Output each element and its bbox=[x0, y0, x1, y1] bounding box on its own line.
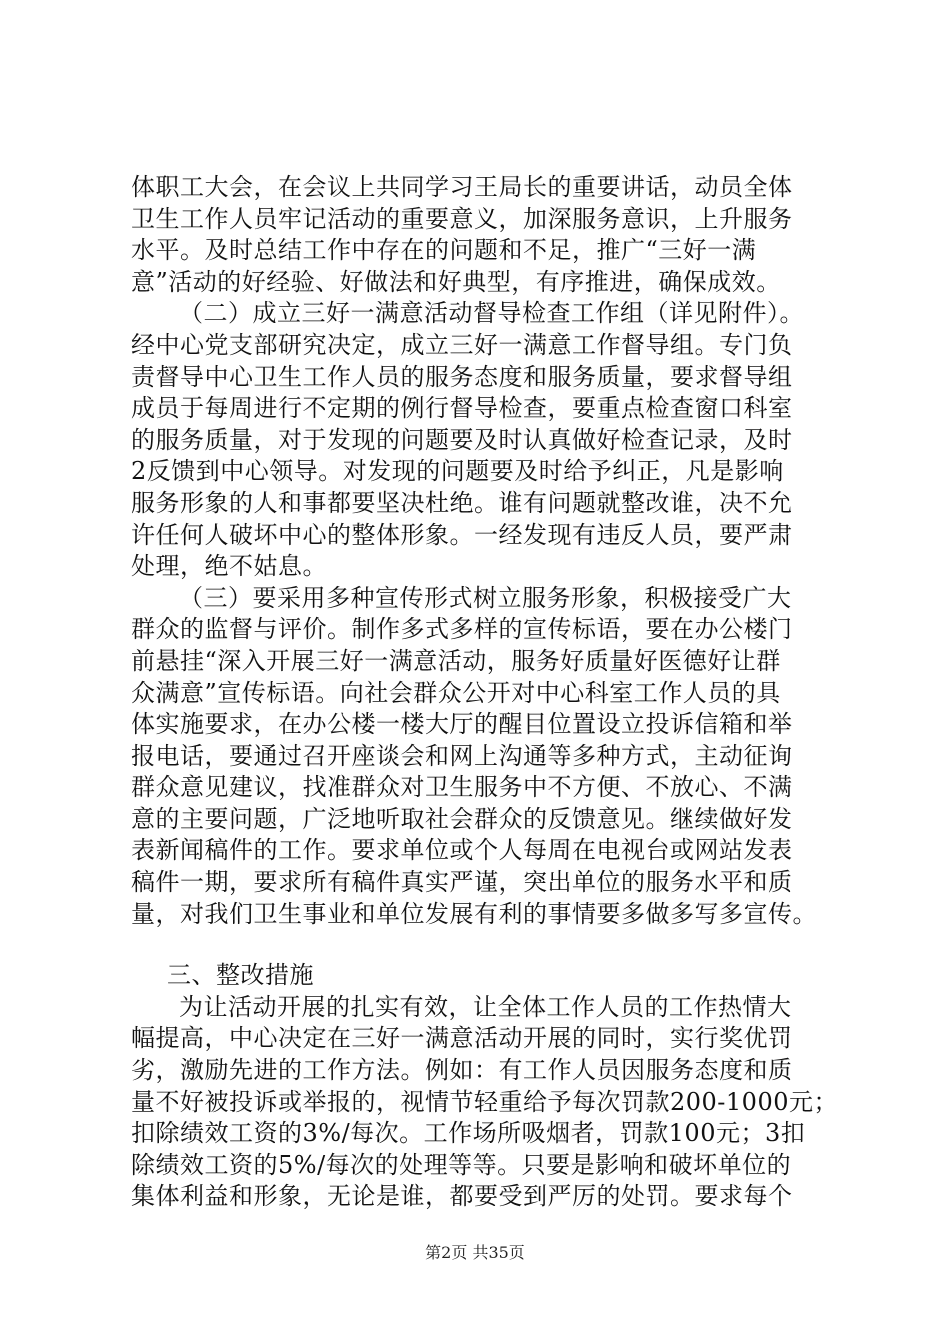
paragraph-line: 集体利益和形象，无论是谁，都要受到严厉的处罚。要求每个 bbox=[131, 1182, 793, 1211]
document-body bbox=[131, 172, 851, 1213]
paragraph-line: 众满意”宣传标语。向社会群众公开对中心科室工作人员的具 bbox=[131, 678, 781, 707]
paragraph-line: 卫生工作人员牢记活动的重要意义，加深服务意识，上升服务 bbox=[131, 204, 793, 233]
paragraph-line: 的服务质量，对于发现的问题要及时认真做好检查记录，及时 bbox=[131, 425, 793, 454]
section-heading-line: （三）要采用多种宣传形式树立服务形象，积极接受广大 bbox=[179, 583, 792, 612]
section-heading-line: （二）成立三好一满意活动督导检查工作组（详见附件）。 bbox=[179, 299, 804, 328]
paragraph-line: 扣除绩效工资的3%/每次。工作场所吸烟者，罚款100元；3扣 bbox=[131, 1119, 806, 1148]
paragraph-line: 成员于每周进行不定期的例行督导检查，要重点检查窗口科室 bbox=[131, 394, 793, 423]
paragraph-line: 表新闻稿件的工作。要求单位或个人每周在电视台或网站发表 bbox=[131, 836, 793, 865]
paragraph-line: 除绩效工资的5%/每次的处理等等。只要是影响和破坏单位的 bbox=[131, 1150, 792, 1179]
paragraph-line: 许任何人破坏中心的整体形象。一经发现有违反人员，要严肃 bbox=[131, 520, 793, 549]
paragraph-line: 群众的监督与评价。制作多式多样的宣传标语，要在办公楼门 bbox=[131, 615, 793, 644]
paragraph-line: 责督导中心卫生工作人员的服务态度和服务质量，要求督导组 bbox=[131, 362, 793, 391]
paragraph-line: 报电话，要通过召开座谈会和网上沟通等多种方式，主动征询 bbox=[131, 741, 793, 770]
paragraph-line: 量，对我们卫生事业和单位发展有利的事情要多做多写多宣传。 bbox=[131, 899, 817, 928]
paragraph-line: 群众意见建议，找准群众对卫生服务中不方便、不放心、不满 bbox=[131, 773, 793, 802]
paragraph-line: 幅提高，中心决定在三好一满意活动开展的同时，实行奖优罚 bbox=[131, 1024, 793, 1053]
section-heading: 三、整改措施 bbox=[167, 961, 314, 990]
paragraph-line: 劣，激励先进的工作方法。例如：有工作人员因服务态度和质 bbox=[131, 1056, 793, 1085]
paragraph-line: 意”活动的好经验、好做法和好典型，有序推进，确保成效。 bbox=[131, 267, 781, 296]
paragraph-line: 稿件一期，要求所有稿件真实严谨，突出单位的服务水平和质 bbox=[131, 868, 793, 897]
paragraph-line: 体职工大会，在会议上共同学习王局长的重要讲话，动员全体 bbox=[131, 173, 793, 201]
paragraph-line: 经中心党支部研究决定，成立三好一满意工作督导组。专门负 bbox=[131, 330, 793, 359]
paragraph-line: 体实施要求，在办公楼一楼大厅的醒目位置设立投诉信箱和举 bbox=[131, 710, 793, 739]
paragraph-line: 意的主要问题，广泛地听取社会群众的反馈意见。继续做好发 bbox=[131, 804, 793, 833]
paragraph-line: 水平。及时总结工作中存在的问题和不足，推广“三好一满 bbox=[131, 236, 757, 265]
paragraph-line: 处理，绝不姑息。 bbox=[131, 552, 327, 581]
paragraph-line: 服务形象的人和事都要坚决杜绝。谁有问题就整改谁，决不允 bbox=[131, 488, 793, 517]
page-number-footer: 第2页 共35页 bbox=[425, 1243, 525, 1262]
paragraph-line: 前悬挂“深入开展三好一满意活动，服务好质量好医德好让群 bbox=[131, 646, 781, 675]
paragraph-line: 量不好被投诉或举报的，视情节轻重给予每次罚款200-1000元； bbox=[131, 1087, 838, 1116]
paragraph-line: 2反馈到中心领导。对发现的问题要及时给予纠正，凡是影响 bbox=[131, 457, 784, 486]
paragraph-line: 为让活动开展的扎实有效，让全体工作人员的工作热情大 bbox=[179, 992, 792, 1021]
